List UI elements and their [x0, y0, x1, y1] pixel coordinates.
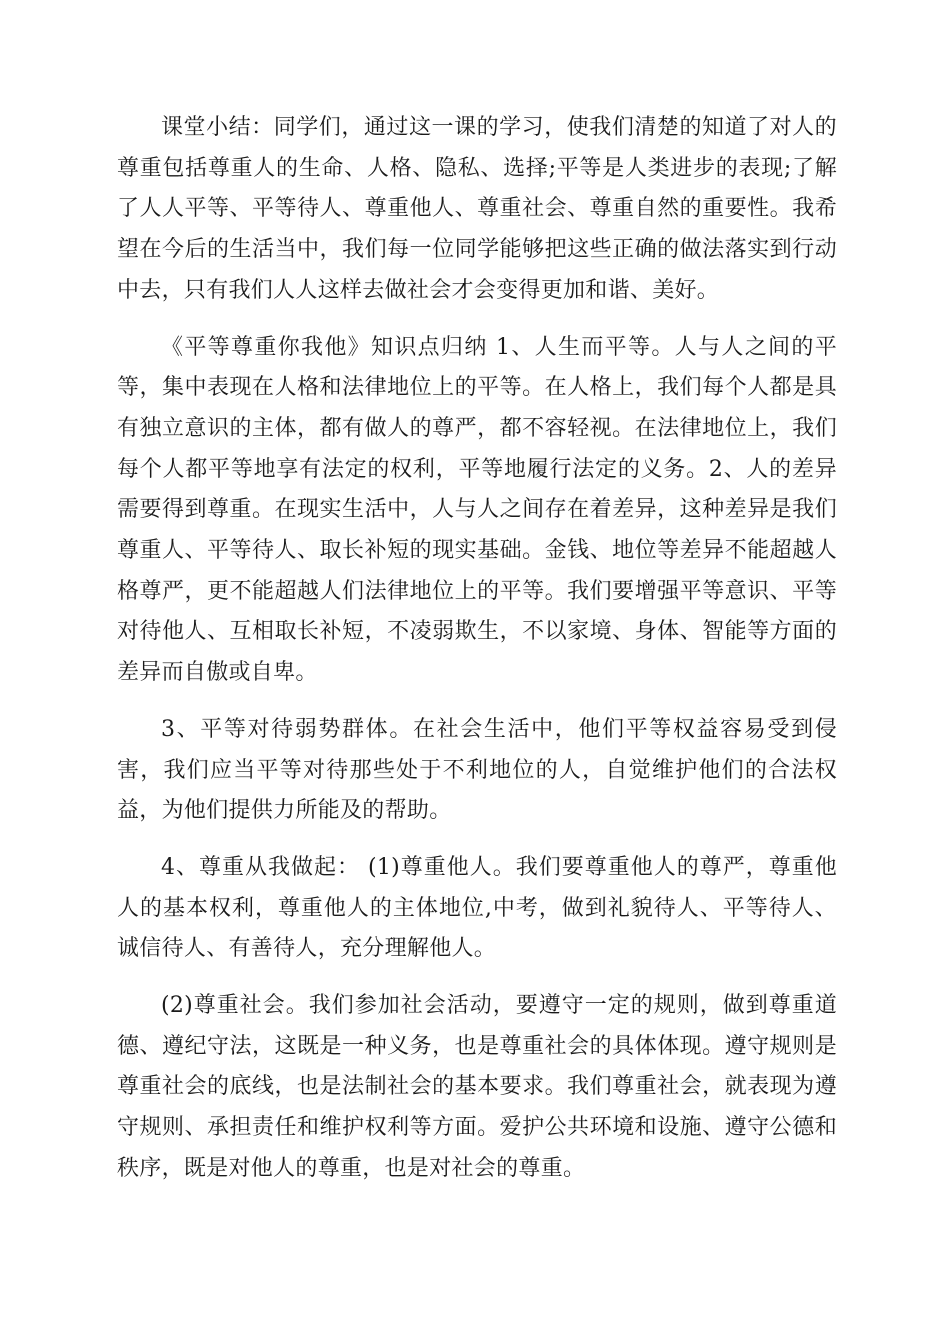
paragraph-knowledge-summary: 《平等尊重你我他》知识点归纳 1、人生而平等。人与人之间的平等，集中表现在人格和法律地位上的平等。在人格上，我们每个人都是具有独立意识的主体，都有做人的尊严，都不容轻视。在法律地位上，我们每个人都平等地享有法定的权利，平等地履行法定的义务。2、人的差异需要得到尊重。在现实生活中，人与人之间存在着差异，这种差异是我们尊重人、平等待人、取长补短的现实基础。金钱、地位等差异不能超越人格尊严，更不能超越人们法律地位上的平等。我们要增强平等意识、平等对待他人、互相取长补短，不凌弱欺生，不以家境、身体、智能等方面的差异而自傲或自卑。 [117, 334, 837, 686]
document-body [117, 108, 837, 1206]
paragraph-vulnerable-groups: 3、平等对待弱势群体。在社会生活中，他们平等权益容易受到侵害，我们应当平等对待那些处于不利地位的人，自觉维护他们的合法权益，为他们提供力所能及的帮助。 [117, 716, 837, 824]
paragraph-respect-society: (2)尊重社会。我们参加社会活动，要遵守一定的规则，做到尊重道德、遵纪守法，这既是一种义务，也是尊重社会的具体体现。遵守规则是尊重社会的底线，也是法制社会的基本要求。我们尊重社会，就表现为遵守规则、承担责任和维护权利等方面。爱护公共环境和设施、遵守公德和秩序，既是对他人的尊重，也是对社会的尊重。 [117, 993, 837, 1181]
paragraph-respect-others: 4、尊重从我做起： (1)尊重他人。我们要尊重他人的尊严，尊重他人的基本权利，尊重他人的主体地位,中考，做到礼貌待人、平等待人、诚信待人、有善待人，充分理解他人。 [117, 854, 837, 962]
paragraph-class-summary: 课堂小结：同学们，通过这一课的学习，使我们清楚的知道了对人的尊重包括尊重人的生命、人格、隐私、选择;平等是人类进步的表现;了解了人人平等、平等待人、尊重他人、尊重社会、尊重自然的重要性。我希望在今后的生活当中，我们每一位同学能够把这些正确的做法落实到行动中去，只有我们人人这样去做社会才会变得更加和谐、美好。 [117, 115, 837, 303]
